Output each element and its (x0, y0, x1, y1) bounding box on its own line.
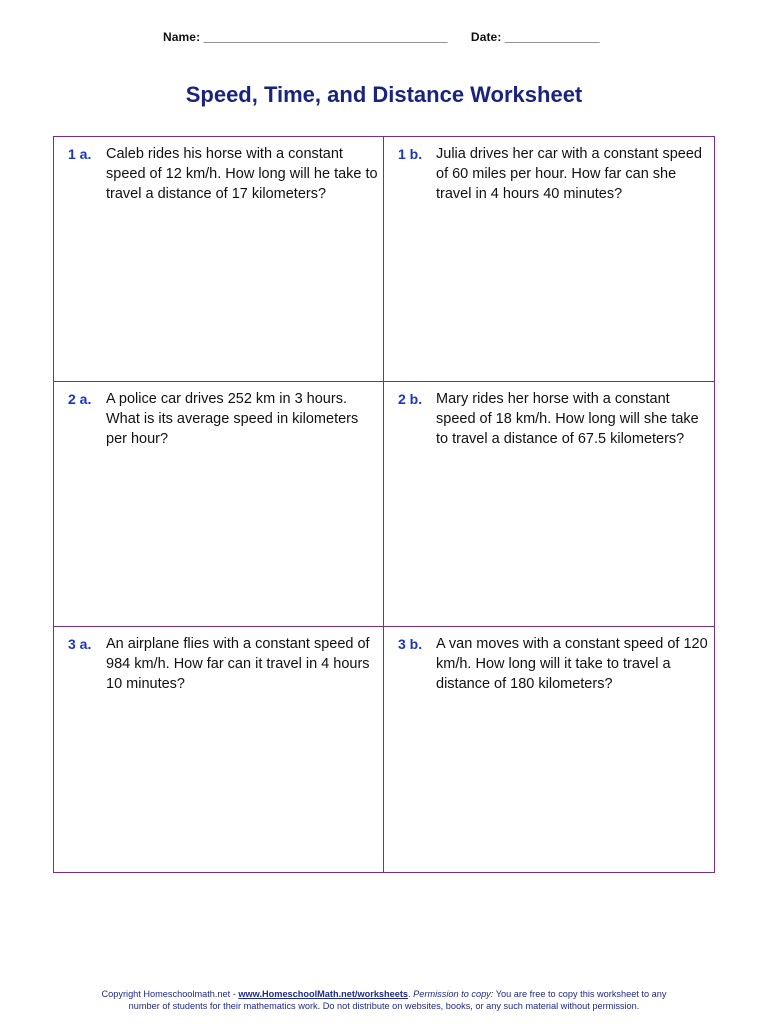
problem-number: 2 a. (68, 391, 92, 407)
problem-cell-3b (384, 627, 714, 872)
copyright-text: Copyright Homeschoolmath.net - (101, 989, 239, 999)
problem-number: 2 b. (398, 391, 423, 407)
problem-number: 3 a. (68, 636, 92, 652)
problem-cell-3a (54, 627, 384, 872)
problem-text: Caleb rides his horse with a constant speed of 12 km/h. How long will he take to travel a distance of 17 kilometers? (106, 146, 378, 202)
problem-cell-2a (54, 382, 384, 627)
copyright-footer (0, 988, 768, 1012)
name-date-header (163, 30, 600, 44)
problem-cell-2b (384, 382, 714, 627)
footer-line-2: number of students for their mathematics work. Do not distribute on websites, books, or any such material without permission. (128, 1001, 640, 1011)
name-field-label: Name: ____________________________________ (163, 30, 448, 44)
permission-label: Permission to copy: (413, 989, 494, 999)
problem-text: An airplane flies with a constant speed of 984 km/h. How far can it travel in 4 hours 10 minutes? (106, 636, 370, 692)
problem-cell-1a (54, 137, 384, 382)
problem-text: Julia drives her car with a constant speed of 60 miles per hour. How far can she travel in 4 hours 40 minutes? (436, 146, 702, 202)
problem-text: A van moves with a constant speed of 120 km/h. How long will it take to travel a distance of 180 kilometers? (436, 636, 708, 692)
permission-text: You are free to copy this worksheet to any (493, 989, 667, 999)
worksheet-title: Speed, Time, and Distance Worksheet (185, 82, 583, 107)
worksheets-link[interactable]: www.HomeschoolMath.net/worksheets (238, 989, 409, 999)
problem-text: A police car drives 252 km in 3 hours. What is its average speed in kilometers per hour? (106, 391, 359, 447)
problem-text: Mary rides her horse with a constant speed of 18 km/h. How long will she take to travel a distance of 67.5 kilometers? (436, 391, 699, 447)
problem-cell-1b (384, 137, 714, 382)
date-field-label: Date: ______________ (470, 30, 600, 44)
footer-line-1 (0, 988, 768, 1000)
footer-separator: . (408, 989, 414, 999)
problem-number: 1 a. (68, 146, 92, 162)
problem-number: 1 b. (398, 146, 423, 162)
problem-number: 3 b. (398, 636, 423, 652)
problem-grid (53, 136, 715, 873)
